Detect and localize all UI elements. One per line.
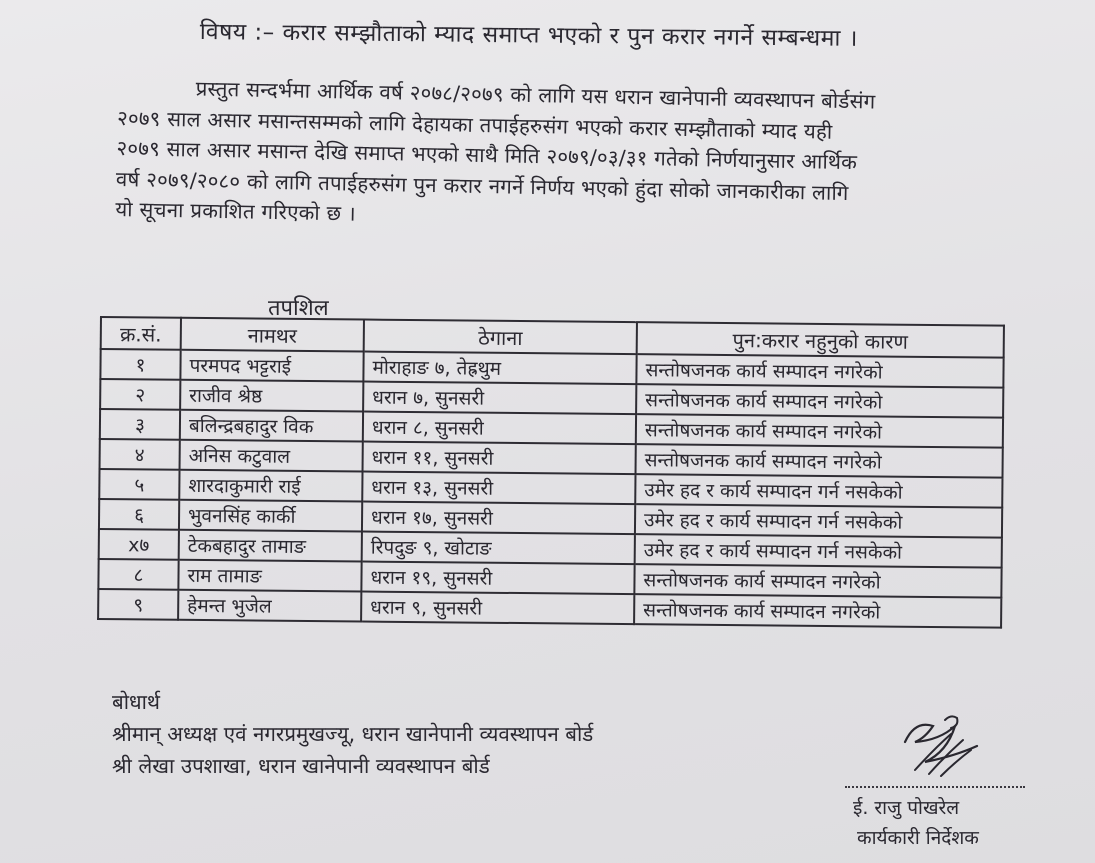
cell-address: मोराहाङ ७, तेह्रथुम <box>363 352 636 385</box>
cell-address: धरान ११, सुनसरी <box>363 442 636 475</box>
signer-title: कार्यकारी निर्देशक <box>857 827 979 849</box>
cell-name: हेमन्त भुजेल <box>178 590 361 622</box>
cc-line: श्री लेखा उपशाखा, धरान खानेपानी व्यवस्थापन बोर्ड <box>112 754 490 778</box>
cell-serial: २ <box>100 379 180 410</box>
cell-name: राजीव श्रेष्ठ <box>180 380 363 412</box>
body-line: वर्ष २०७९/२०८० को लागि तपाईहरुसंग पुन करार नगर्ने निर्णय भएको हुंदा सोको जानकारीका लागि <box>115 166 849 205</box>
cell-address: धरान १७, सुनसरी <box>362 502 635 535</box>
body-line: यो सूचना प्रकाशित गरिएको छ । <box>115 196 357 226</box>
cc-line: श्रीमान् अध्यक्ष एवं नगरप्रमुखज्यू, धरान खानेपानी व्यवस्थापन बोर्ड <box>112 722 594 746</box>
subject-line: विषय :– करार सम्झौताको म्याद समाप्त भएको र पुन करार नगर्ने सम्बन्धमा । <box>199 18 859 52</box>
cell-serial: ९ <box>98 589 178 620</box>
cell-address: धरान १३, सुनसरी <box>362 472 635 505</box>
signature-block <box>835 712 1035 862</box>
header-reason: पुन:करार नहुनुको कारण <box>637 322 1004 358</box>
cell-name: राम तामाङ <box>178 560 361 592</box>
signature-line <box>845 786 1025 788</box>
cell-name: भुवनसिंह कार्की <box>179 500 362 532</box>
handwritten-signature <box>885 712 995 790</box>
header-serial: क्र.सं. <box>101 317 181 350</box>
cell-reason: सन्तोषजनक कार्य सम्पादन नगरेको <box>634 564 1001 598</box>
cell-name: शारदाकुमारी राई <box>179 470 362 502</box>
body-line: २०७९ साल असार मसान्त देखि समाप्त भएको साथै मिति २०७९/०३/३१ गतेको निर्णयानुसार आर्थिक <box>116 135 858 175</box>
cell-reason: सन्तोषजनक कार्य सम्पादन नगरेको <box>636 384 1003 418</box>
cell-serial: ५ <box>99 469 179 500</box>
cell-address: धरान ७, सुनसरी <box>363 382 636 415</box>
cell-serial: x७ <box>99 529 179 560</box>
body-paragraph <box>115 72 1078 243</box>
cell-reason: सन्तोषजनक कार्य सम्पादन नगरेको <box>636 354 1003 388</box>
cell-serial: ६ <box>99 499 179 530</box>
cell-name: टेकबहादुर तामाङ <box>179 530 362 562</box>
header-address: ठेगाना <box>364 320 637 355</box>
cell-reason: उमेर हद र कार्य सम्पादन गर्न नसकेको <box>635 534 1002 568</box>
cell-address: धरान १९, सुनसरी <box>361 562 634 595</box>
cell-name: बलिन्द्रबहादुर विक <box>180 410 363 442</box>
cell-serial: ४ <box>100 439 180 470</box>
cell-name: अनिस कटुवाल <box>180 440 363 472</box>
header-name: नामथर <box>181 318 364 352</box>
cell-reason: सन्तोषजनक कार्य सम्पादन नगरेको <box>636 444 1003 478</box>
cell-serial: १ <box>100 349 180 380</box>
cell-reason: उमेर हद र कार्य सम्पादन गर्न नसकेको <box>635 504 1002 538</box>
table-body <box>98 349 1004 628</box>
cell-reason: सन्तोषजनक कार्य सम्पादन नगरेको <box>636 414 1003 448</box>
cc-heading: बोधार्थ <box>112 690 161 714</box>
cc-block <box>112 686 593 782</box>
body-line: २०७९ साल असार मसान्तसम्मको लागि देहायका तपाईहरुसंग भएको करार सम्झौताको म्याद यही <box>116 105 833 144</box>
body-line: प्रस्तुत सन्दर्भमा आर्थिक वर्ष २०७८/२०७९ को लागि यस धरान खानेपानी व्यवस्थापन बोर्डसंग <box>195 76 876 114</box>
cell-reason: उमेर हद र कार्य सम्पादन गर्न नसकेको <box>635 474 1002 508</box>
cell-serial: ८ <box>98 559 178 590</box>
table-title: तपशिल <box>268 296 329 321</box>
cell-serial: ३ <box>100 409 180 440</box>
cell-name: परमपद भट्टराई <box>180 350 363 382</box>
cell-address: रिपदुङ ९, खोटाङ <box>362 532 635 565</box>
signer-name: ई. राजु पोखरेल <box>853 797 960 819</box>
cell-address: धरान ८, सुनसरी <box>363 412 636 445</box>
details-table <box>97 316 1005 629</box>
cell-reason: सन्तोषजनक कार्य सम्पादन नगरेको <box>634 594 1001 628</box>
cell-address: धरान ९, सुनसरी <box>361 592 634 625</box>
